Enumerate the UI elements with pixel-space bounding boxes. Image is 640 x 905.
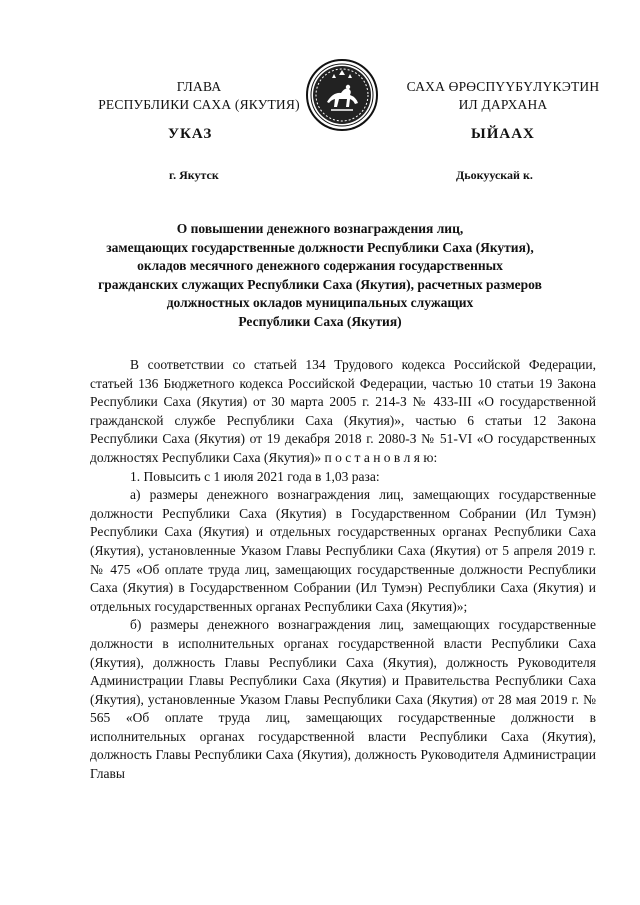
clause-1: 1. Повысить с 1 июля 2021 года в 1,03 раза: bbox=[130, 468, 380, 484]
city-right: Дьокуускай к. bbox=[456, 168, 533, 182]
document-body bbox=[90, 356, 596, 784]
clause-1b: б) размеры денежного вознаграждения лиц, замещающих государственные должности в исполнительных органах государственной власти Республики Саха (Якутия), должность Главы Республики Саха (Якутия), должность Руководителя Администрации Главы Республики Саха (Якутия) и Правительства Республики Саха (Якутия), установленные Указом Главы Республики Саха (Якутия) от 28 мая 2019 г. № 565 «Об оплате труда лиц, замещающих государственные должности в исполнительных органах государственной власти Республики Саха (Якутия), должность Главы Республики Саха (Якутия), должность Руководителя Администрации Главы bbox=[90, 617, 596, 782]
issuer-left-line2: РЕСПУБЛИКИ САХА (ЯКУТИЯ) bbox=[98, 97, 300, 112]
doc-type-left: УКАЗ bbox=[168, 126, 213, 142]
city-left: г. Якутск bbox=[169, 168, 219, 182]
document-title bbox=[90, 220, 550, 331]
clause-1a: а) размеры денежного вознаграждения лиц, замещающих государственные должности Республики Саха (Якутия) в Государственном Собрании (Ил Тумэн) Республики Саха (Якутия) и отдельных государственных органах Республики Саха (Якутия), установленные Указом Главы Республики Саха (Якутия) от 5 апреля 2019 г. № 475 «Об оплате труда лиц, замещающих государственные должности Республики Саха (Якутия) в Государственном Собрании (Ил Тумэн) Республики Саха (Якутия) и отдельных государственных органах Республики Саха (Якутия)»; bbox=[90, 487, 596, 614]
issuer-left-line1: ГЛАВА bbox=[176, 79, 222, 94]
issuer-right bbox=[396, 78, 610, 114]
preamble-paragraph: В соответствии со статьей 134 Трудового кодекса Российской Федерации, статьей 136 Бюджетного кодекса Российской Федерации, частью 10 статьи 19 Закона Республики Саха (Якутия) от 30 марта 2005 г. 214-З № 433-III «О государственной гражданской службе Республики Саха (Якутия)», частью 6 статьи 12 Закона Республики Саха (Якутия) от 19 декабря 2018 г. 2080-З № 51-VI «О государственных должностях Республики Саха (Якутия)» п о с т а н о в л я ю: bbox=[90, 357, 596, 465]
title-line: замещающих государственные должности Республики Саха (Якутия), bbox=[106, 239, 534, 255]
doc-type-right: ЫЙААХ bbox=[471, 126, 535, 142]
title-line: должностных окладов муниципальных служащих bbox=[166, 295, 474, 310]
title-line: окладов месячного денежного содержания государственных bbox=[137, 258, 503, 273]
issuer-right-line2: ИЛ ДАРХАНА bbox=[458, 97, 548, 112]
issuer-left bbox=[88, 78, 310, 114]
issuer-right-line1: САХА ӨРӨСПҮҮБҮЛҮКЭТИН bbox=[406, 79, 600, 94]
title-line: Республики Саха (Якутия) bbox=[238, 313, 402, 329]
title-line: О повышении денежного вознаграждения лиц, bbox=[176, 221, 464, 236]
title-line: гражданских служащих Республики Саха (Якутия), расчетных размеров bbox=[98, 276, 542, 292]
coat-of-arms-emblem bbox=[305, 58, 379, 132]
